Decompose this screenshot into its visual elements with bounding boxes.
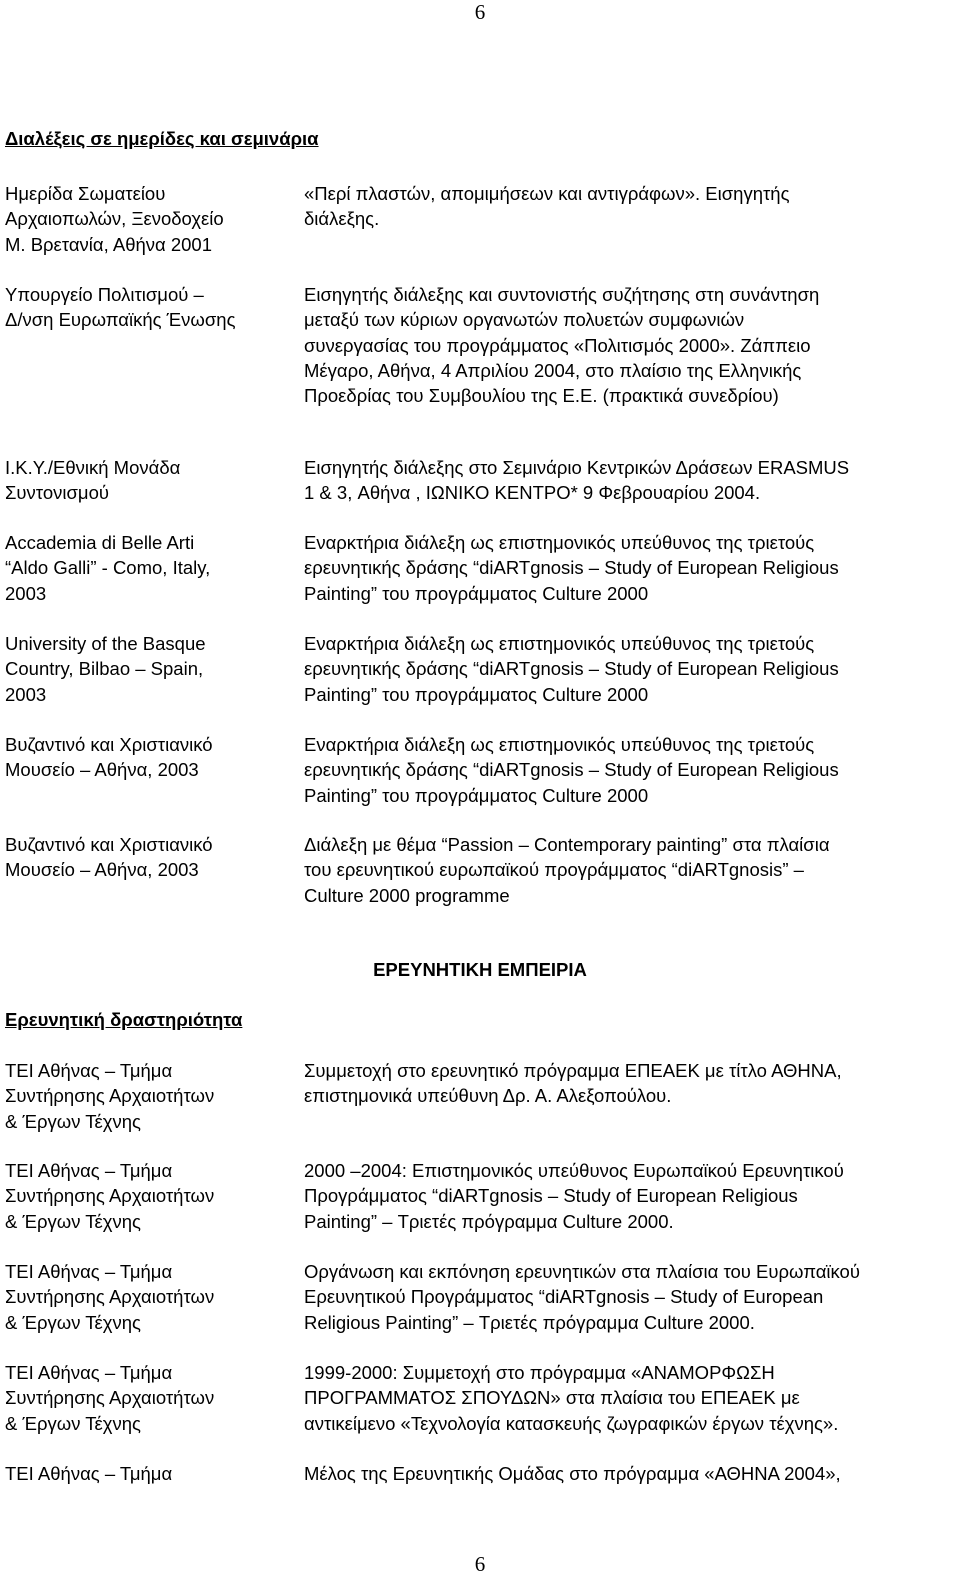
research-description: 2000 –2004: Επιστημονικός υπεύθυνος Ευρωπαϊκού Ερευνητικού Προγράμματος “diARTgnosis – Study of European Religious Painting” – Τριετές πρόγραμμα Culture 2000. [304,1160,844,1232]
research-institution: ΤΕΙ Αθήνας – Τμήμα Συντήρησης Αρχαιοτήτων & Έργων Τέχνης [5,1362,215,1434]
lecture-description: Διάλεξη με θέμα “Passion – Contemporary painting” στα πλαίσια του ερευνητικού ευρωπαϊκού προγράμματος “diARTgnosis” – Culture 2000 programme [304,834,830,906]
lecture-institution: Accademia di Belle Arti “Aldo Galli” - Como, Italy, 2003 [5,532,211,604]
lecture-description: Εναρκτήρια διάλεξη ως επιστημονικός υπεύθυνος της τριετούς ερευνητικής δράσης “diARTgnosis – Study of European Religious Painting” του προγράμματος Culture 2000 [304,734,839,806]
lecture-institution: Ι.Κ.Υ./Εθνική Μονάδα Συντονισμού [5,457,181,504]
research-description: Μέλος της Ερευνητικής Ομάδας στο πρόγραμμα «ΑΘΗΝΑ 2004», [304,1463,841,1484]
lecture-institution: Βυζαντινό και Χριστιανικό Μουσείο – Αθήνα, 2003 [5,834,213,881]
research-activity-heading: Ερευνητική δραστηριότητα [5,1009,243,1030]
lecture-description: «Περί πλαστών, απομιμήσεων και αντιγράφων». Εισηγητής διάλεξης. [304,183,790,230]
lecture-institution: Βυζαντινό και Χριστιανικό Μουσείο – Αθήνα, 2003 [5,734,213,781]
research-institution: ΤΕΙ Αθήνας – Τμήμα [5,1463,173,1484]
research-description: 1999-2000: Συμμετοχή στο πρόγραμμα «ΑΝΑΜΟΡΦΩΣΗ ΠΡΟΓΡΑΜΜΑΤΟΣ ΣΠΟΥΔΩΝ» στα πλαίσια του ΕΠΕΑΕΚ με αντικείμενο «Τεχνολογία κατασκευής ζωγραφικών έργων τέχνης». [304,1362,839,1434]
lecture-description: Εναρκτήρια διάλεξη ως επιστημονικός υπεύθυνος της τριετούς ερευνητικής δράσης “diARTgnosis – Study of European Religious Painting” του προγράμματος Culture 2000 [304,532,839,604]
lecture-description: Εισηγητής διάλεξης και συντονιστής συζήτησης στη συνάντηση μεταξύ των κύριων οργανωτών πολυετών συμφωνιών συνεργασίας του προγράμματος «Πολιτισμός 2000». Ζάππειο Μέγαρο, Αθήνα, 4 Απριλίου 2004, στο πλαίσιο της Ελληνικής Προεδρίας του Συμβουλίου της Ε.Ε. (πρακτικά συνεδρίου) [304,284,820,407]
research-institution: ΤΕΙ Αθήνας – Τμήμα Συντήρησης Αρχαιοτήτων & Έργων Τέχνης [5,1261,215,1333]
lecture-institution: Ημερίδα Σωματείου Αρχαιοπωλών, Ξενοδοχείο Μ. Βρετανία, Αθήνα 2001 [5,183,224,255]
research-experience-title: ΕΡΕΥΝΗΤΙΚΗ ΕΜΠΕΙΡΙΑ [373,959,587,980]
lectures-heading: Διαλέξεις σε ημερίδες και σεμινάρια [5,128,319,149]
research-description: Οργάνωση και εκπόνηση ερευνητικών στα πλαίσια του Ευρωπαϊκού Ερευνητικού Προγράμματος “diARTgnosis – Study of European Religious Painting” – Τριετές πρόγραμμα Culture 2000. [304,1261,860,1333]
research-institution: ΤΕΙ Αθήνας – Τμήμα Συντήρησης Αρχαιοτήτων & Έργων Τέχνης [5,1160,215,1232]
lecture-description: Εισηγητής διάλεξης στο Σεμινάριο Κεντρικών Δράσεων ERASMUS 1 & 3, Αθήνα , ΙΩΝΙΚΟ ΚΕΝΤΡΟ* 9 Φεβρουαρίου 2004. [304,457,850,504]
page-number-top: 6 [474,0,486,24]
lecture-description: Εναρκτήρια διάλεξη ως επιστημονικός υπεύθυνος της τριετούς ερευνητικής δράσης “diARTgnosis – Study of European Religious Painting” του προγράμματος Culture 2000 [304,633,839,705]
research-institution: ΤΕΙ Αθήνας – Τμήμα Συντήρησης Αρχαιοτήτων & Έργων Τέχνης [5,1060,215,1132]
lecture-institution: University of the Basque Country, Bilbao – Spain, 2003 [5,633,206,705]
page-number-bottom: 6 [474,1552,486,1576]
lecture-institution: Υπουργείο Πολιτισμού – Δ/νση Ευρωπαϊκής Ένωσης [5,284,236,331]
research-description: Συμμετοχή στο ερευνητικό πρόγραμμα ΕΠΕΑΕΚ με τίτλο ΑΘΗΝΑ, επιστημονικά υπεύθυνη Δρ. Α. Αλεξοπούλου. [304,1060,842,1107]
